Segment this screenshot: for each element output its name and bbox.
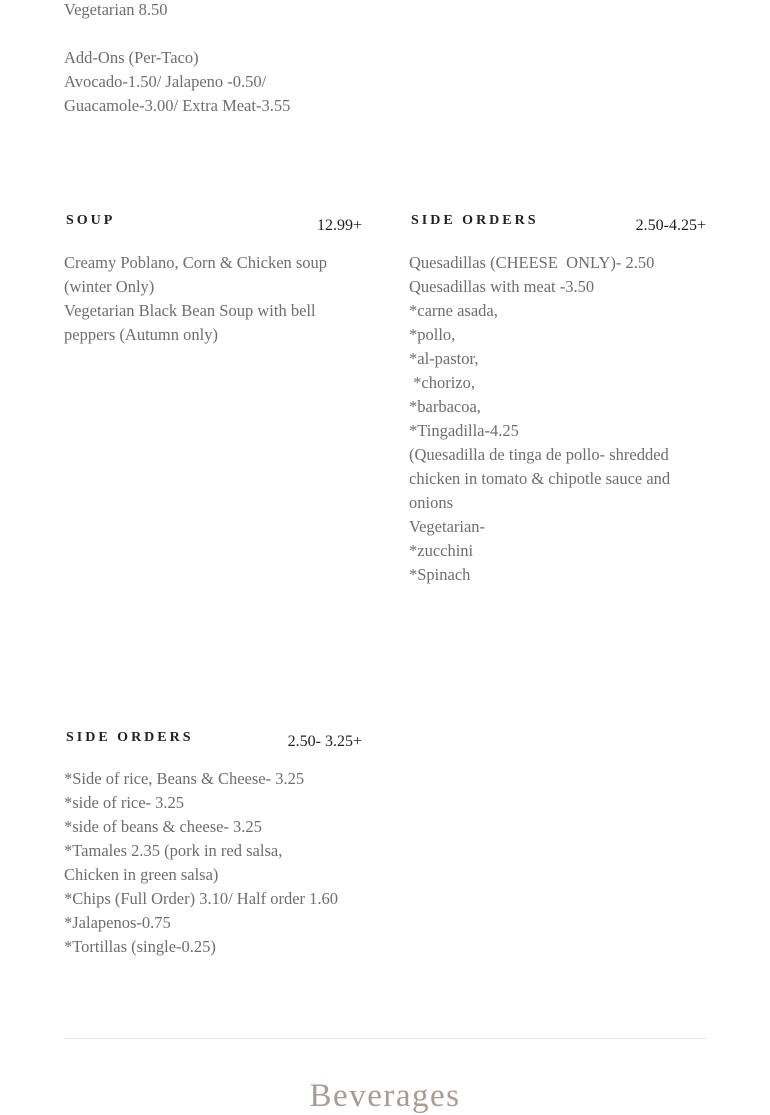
side-orders-2-items xyxy=(64,767,384,959)
soup-items xyxy=(64,251,374,347)
menu-line: *Tamales 2.35 (pork in red salsa, xyxy=(64,841,283,860)
side-orders-2-title: SIDE ORDERS xyxy=(66,730,194,745)
soup-price: 12.99+ xyxy=(316,217,362,234)
menu-line: *Chips (Full Order) 3.10/ Half order 1.60 xyxy=(64,889,339,908)
menu-line: Guacamole-3.00/ Extra Meat-3.55 xyxy=(64,96,291,115)
menu-line: *side of beans & cheese- 3.25 xyxy=(64,817,262,836)
addons-block xyxy=(64,46,384,118)
side-orders-title: SIDE ORDERS xyxy=(411,213,539,228)
menu-line: *chorizo, xyxy=(409,373,475,392)
menu-line: Vegetarian Black Bean Soup with bell xyxy=(64,301,316,320)
menu-line: *barbacoa, xyxy=(409,397,481,416)
menu-line: *Jalapenos-0.75 xyxy=(64,913,171,932)
menu-line: *pollo, xyxy=(409,325,456,344)
menu-line: peppers (Autumn only) xyxy=(64,325,218,344)
menu-line: *Side of rice, Beans & Cheese- 3.25 xyxy=(64,769,305,788)
menu-line: *Tortillas (single-0.25) xyxy=(64,937,216,956)
menu-line: *carne asada, xyxy=(409,301,498,320)
menu-line: Quesadillas (CHEESE ONLY)- 2.50 xyxy=(409,253,655,272)
addons-heading: Add-Ons (Per-Taco) xyxy=(64,48,199,67)
menu-line: *zucchini xyxy=(409,541,474,560)
menu-line: *al-pastor, xyxy=(409,349,479,368)
menu-line: Chicken in green salsa) xyxy=(64,865,219,884)
menu-line: Quesadillas with meat -3.50 xyxy=(409,277,595,296)
menu-line: onions xyxy=(409,493,454,512)
soup-title: SOUP xyxy=(66,213,116,228)
menu-line: *Tingadilla-4.25 xyxy=(409,421,519,440)
menu-line: *Spinach xyxy=(409,565,471,584)
menu-line: Vegetarian- xyxy=(409,517,486,536)
menu-line: Avocado-1.50/ Jalapeno -0.50/ xyxy=(64,72,267,91)
menu-line: (winter Only) xyxy=(64,277,155,296)
side-orders-price: 2.50-4.25+ xyxy=(635,217,706,234)
section-divider xyxy=(64,1038,706,1039)
side-orders-2-price: 2.50- 3.25+ xyxy=(287,733,362,750)
menu-line: Vegetarian 8.50 xyxy=(64,0,168,19)
menu-line: chicken in tomato & chipotle sauce and xyxy=(409,469,671,488)
beverages-heading: Beverages xyxy=(309,1078,461,1114)
side-orders-items xyxy=(409,251,729,587)
menu-line: Creamy Poblano, Corn & Chicken soup xyxy=(64,253,328,272)
vegetarian-price-block xyxy=(64,0,384,22)
menu-line: (Quesadilla de tinga de pollo- shredded xyxy=(409,445,669,464)
menu-line: *side of rice- 3.25 xyxy=(64,793,185,812)
